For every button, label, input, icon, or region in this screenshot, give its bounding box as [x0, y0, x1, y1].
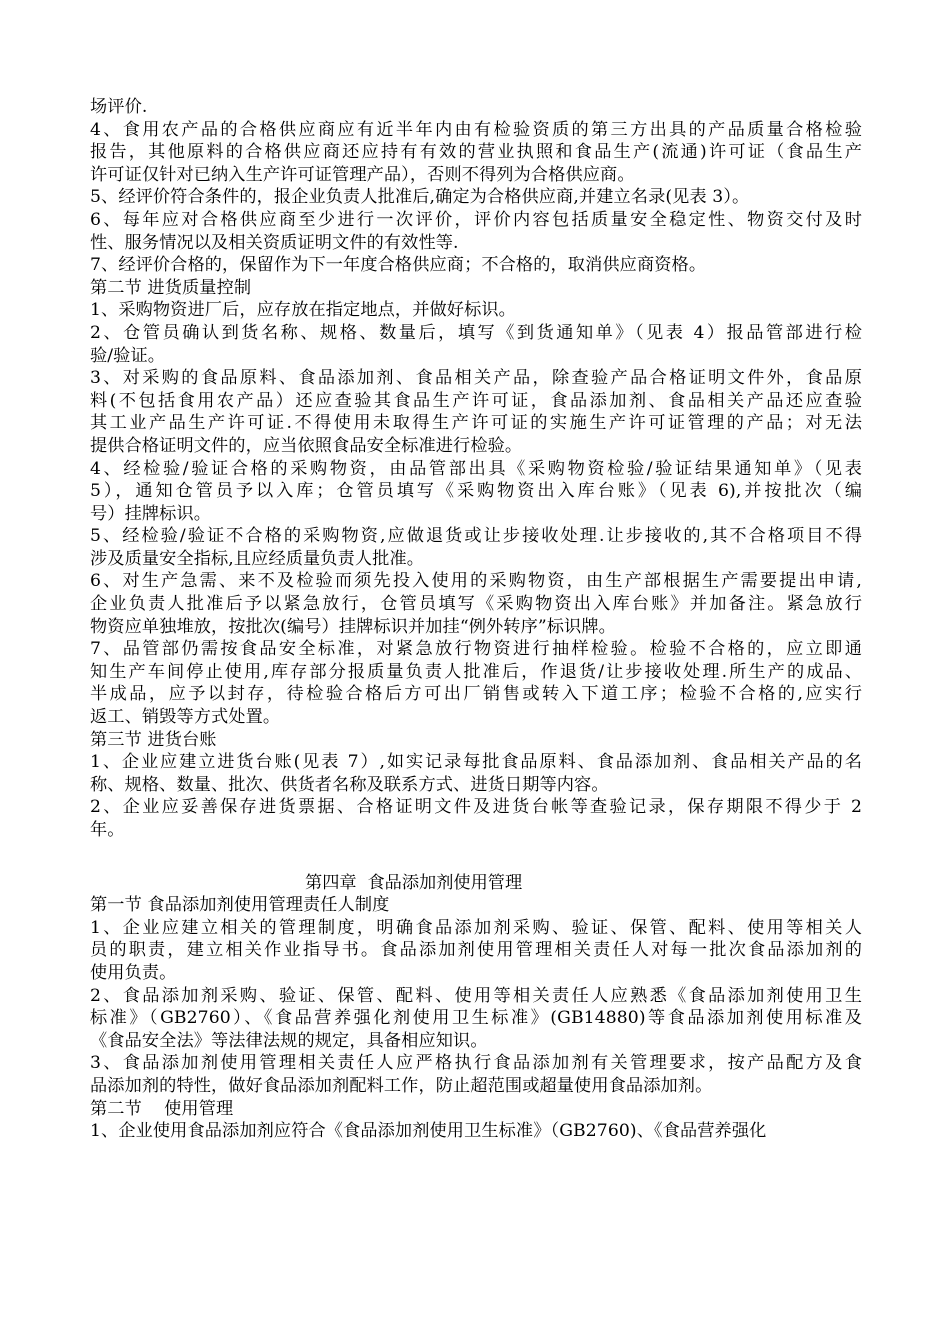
text-line: 4、经检验/验证合格的采购物资，由品管部出具《采购物资检验/验证结果通知单》（见表 [90, 458, 862, 479]
text-line: 2、企业应妥善保存进货票据、合格证明文件及进货台帐等查验记录，保存期限不得少于 2 [90, 797, 862, 818]
text-line: 7、经评价合格的，保留作为下一年度合格供应商；不合格的，取消供应商资格。 [90, 255, 707, 276]
text-line: 涉及质量安全指标,且应经质量负责人批准。 [90, 548, 425, 569]
text-line: 返工、销毁等方式处置。 [90, 707, 281, 728]
text-line: 半成品，应予以封存，待检验合格后方可出厂销售或转入下道工序；检验不合格的,应实行 [90, 684, 862, 705]
paragraph [90, 985, 862, 1053]
document-page [90, 96, 862, 1143]
paragraph [90, 796, 862, 841]
text-line: 企业负责人批准后予以紧急放行，仓管员填写《采购物资出入库台账》并加备注。紧急放行 [90, 594, 862, 615]
paragraph [90, 186, 862, 209]
text-line: 第二节 进货质量控制 [90, 277, 252, 298]
text-line: 第三节 进货台账 [90, 729, 217, 750]
text-line: 料(不包括食用农产品）还应查验其食品生产许可证，食品添加剂、食品相关产品还应查验 [90, 390, 862, 411]
paragraph [90, 1052, 862, 1097]
paragraph [90, 254, 862, 277]
text-line: 年。 [90, 820, 125, 840]
text-line: 3、食品添加剂使用管理相关责任人应严格执行食品添加剂有关管理要求，按产品配方及食 [90, 1053, 862, 1074]
text-line: 5、经评价符合条件的，报企业负责人批准后,确定为合格供应商,并建立名录(见表 3）。 [90, 187, 750, 208]
paragraph [90, 917, 862, 985]
text-line: 号）挂牌标识。 [90, 503, 212, 524]
paragraph [90, 638, 862, 728]
section-heading [90, 729, 862, 752]
text-line: 1、企业使用食品添加剂应符合《食品添加剂使用卫生标准》（GB2760)、《食品营养强化 [90, 1121, 767, 1142]
paragraph [90, 1120, 862, 1143]
text-line: 6、对生产急需、来不及检验而须先投入使用的采购物资，由生产部根据生产需要提出申请, [90, 571, 862, 592]
text-line: 提供合格证明文件的，应当依照食品安全标准进行检验。 [90, 435, 523, 456]
paragraph [90, 96, 862, 119]
text-line: 其工业产品生产许可证.不得使用未取得生产许可证的实施生产许可证管理的产品；对无法 [90, 413, 862, 434]
text-line: 1、企业应建立进货台账(见表 7）,如实记录每批食品原料、食品添加剂、食品相关产品的名 [90, 752, 862, 773]
text-line: 3、对采购的食品原料、食品添加剂、食品相关产品，除查验产品合格证明文件外，食品原 [90, 368, 862, 389]
text-line: 标准》（GB2760）、《食品营养强化剂使用卫生标准》(GB14880)等食品添加剂使用标准及 [90, 1008, 862, 1029]
text-line: 物资应单独堆放，按批次(编号）挂牌标识并加挂“例外转序”标识牌。 [90, 616, 616, 637]
section-heading [90, 894, 862, 917]
text-line: 许可证仅针对已纳入生产许可证管理产品），否则不得列为合格供应商。 [90, 164, 635, 185]
text-line: 品添加剂的特性，做好食品添加剂配料工作，防止超范围或超量使用食品添加剂。 [90, 1075, 713, 1096]
section-heading [90, 1098, 862, 1121]
text-line: 2、食品添加剂采购、验证、保管、配料、使用等相关责任人应熟悉《食品添加剂使用卫生 [90, 985, 862, 1006]
paragraph [90, 525, 862, 570]
text-line: 《食品安全法》等法律法规的规定，具备相应知识。 [90, 1030, 488, 1051]
text-line: 5、经检验/验证不合格的采购物资,应做退货或让步接收处理.让步接收的,其不合格项目不得 [90, 526, 862, 547]
text-line: 第二节 使用管理 [90, 1098, 234, 1119]
paragraph [90, 367, 862, 457]
section-heading [90, 277, 862, 300]
paragraph [90, 119, 862, 187]
text-line: 验/验证。 [90, 345, 166, 366]
paragraph [90, 299, 862, 322]
text-line: 4、食用农产品的合格供应商应有近半年内由有检验资质的第三方出具的产品质量合格检验 [90, 119, 862, 140]
text-line: 报告，其他原料的合格供应商还应持有有效的营业执照和食品生产(流通)许可证（食品生产 [90, 142, 862, 163]
paragraph [90, 458, 862, 526]
paragraph [90, 322, 862, 367]
text-line: 员的职责，建立相关作业指导书。食品添加剂使用管理相关责任人对每一批次食品添加剂的 [90, 940, 862, 961]
text-line: 知生产车间停止使用,库存部分报质量负责人批准后，作退货/让步接收处理.所生产的成品、 [90, 661, 862, 682]
text-line: 性、服务情况以及相关资质证明文件的有效性等. [90, 232, 459, 253]
paragraph [90, 751, 862, 796]
text-line: 1、企业应建立相关的管理制度，明确食品添加剂采购、验证、保管、配料、使用等相关人 [90, 917, 862, 938]
text-line: 6、每年应对合格供应商至少进行一次评价，评价内容包括质量安全稳定性、物资交付及时 [90, 209, 862, 230]
text-line: 使用负责。 [90, 962, 177, 983]
text-line: 2、仓管员确认到货名称、规格、数量后，填写《到货通知单》（见表 4）报品管部进行检 [90, 322, 862, 343]
text-line: 场评价. [90, 97, 148, 117]
chapter-heading [90, 872, 862, 895]
text-line: 第一节 食品添加剂使用管理责任人制度 [90, 895, 390, 916]
blank-gap [90, 842, 862, 872]
text-line: 5），通知仓管员予以入库；仓管员填写《采购物资出入库台账》（见表 6),并按批次（编 [90, 481, 862, 502]
paragraph [90, 209, 862, 254]
text-line: 7、品管部仍需按食品安全标准，对紧急放行物资进行抽样检验。检验不合格的，应立即通 [90, 639, 862, 660]
text-line: 称、规格、数量、批次、供货者名称及联系方式、进货日期等内容。 [90, 774, 609, 795]
text-line: 1、采购物资进厂后，应存放在指定地点，并做好标识。 [90, 300, 516, 321]
text-line: 第四章 食品添加剂使用管理 [305, 872, 523, 893]
paragraph [90, 570, 862, 638]
